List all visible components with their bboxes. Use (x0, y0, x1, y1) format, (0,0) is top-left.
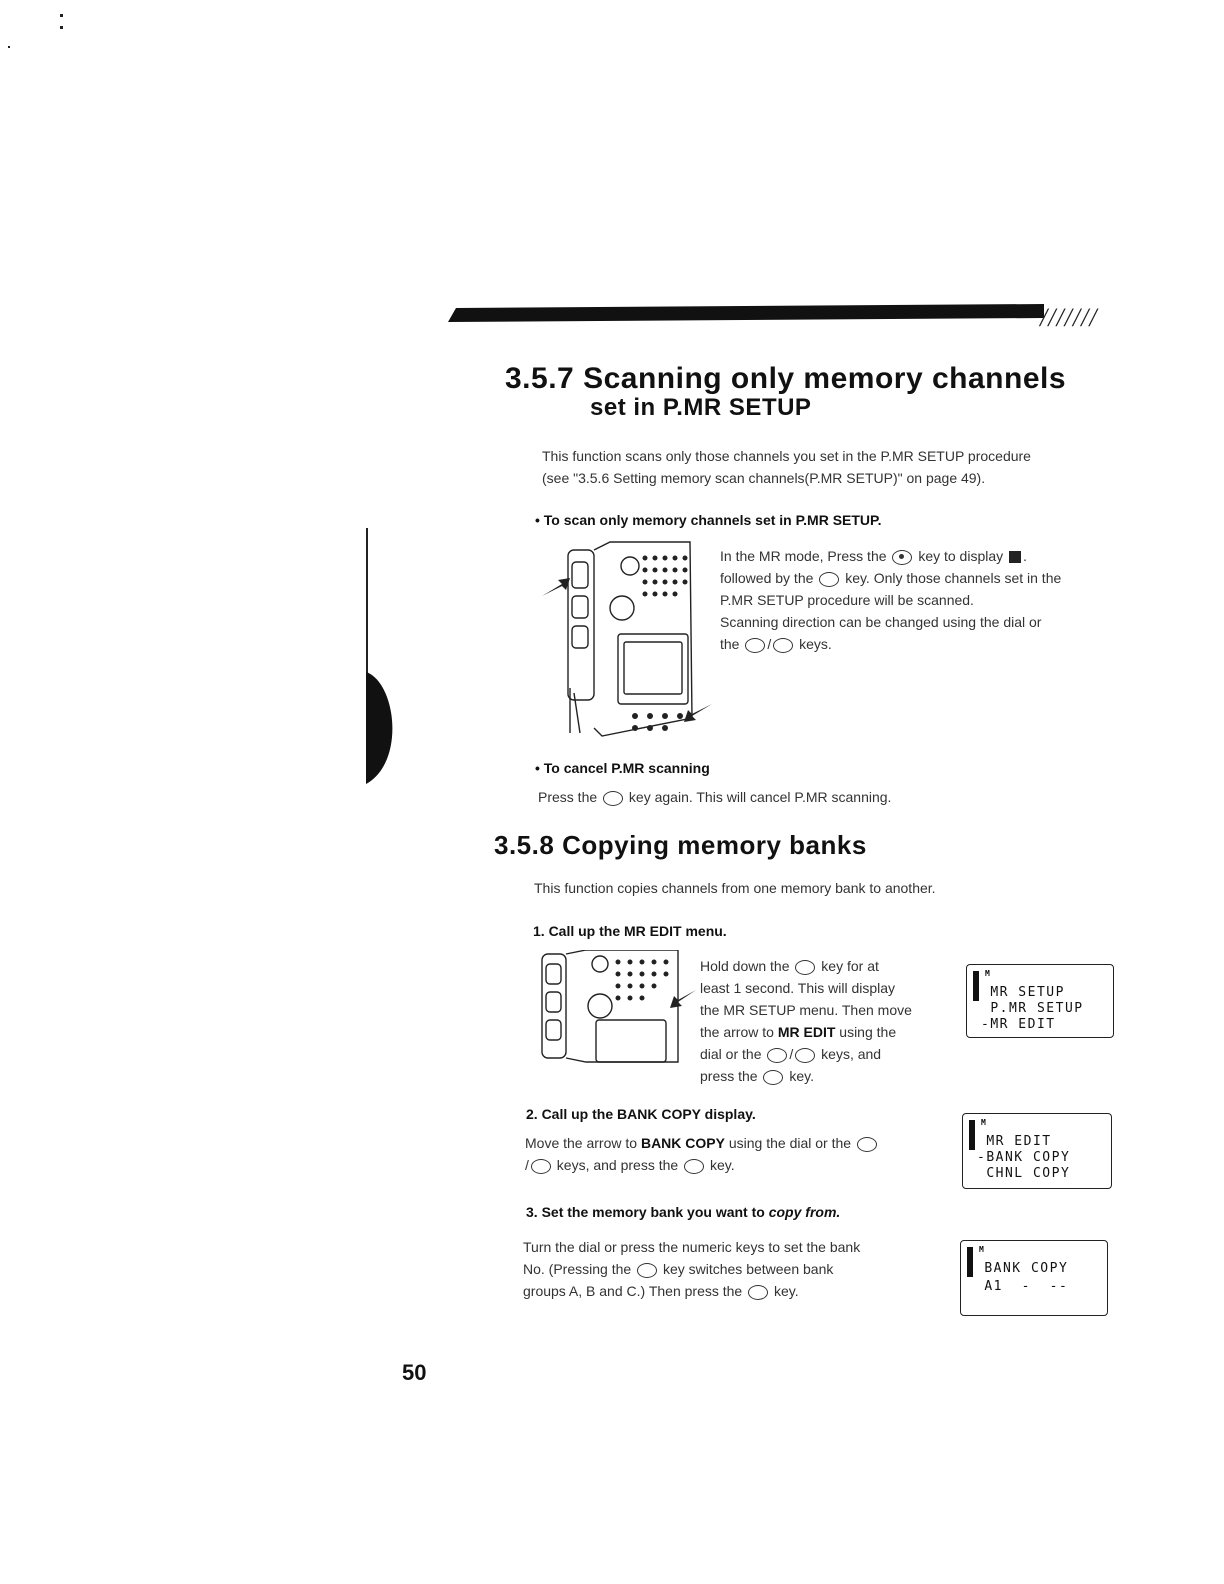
scan-instructions: In the MR mode, Press the key to display . followed by the key. Only those channels set in the P.MR SETUP procedure will be scanned. Scanning direction can be changed using the dial or the / keys. (720, 548, 1062, 652)
section-358-intro: This function copies channels from one memory bank to another. (534, 880, 936, 896)
p-indicator-icon (1009, 551, 1021, 563)
radio-illustration-side (540, 538, 720, 738)
mr-key-icon (892, 550, 912, 565)
step1-instructions: Hold down the key for at least 1 second. This will display the MR SETUP menu. Then move the arrow to MR EDIT using the dial or the / keys, and press the key. (700, 958, 912, 1084)
lcd-indicator (967, 1247, 973, 1277)
scan-key-icon (819, 572, 839, 587)
set-ent-key-icon (763, 1070, 783, 1085)
step2-title: 2. Call up the BANK COPY display. (526, 1106, 756, 1122)
section-357-title-line2: set in P.MR SETUP (590, 394, 812, 421)
cancel-instructions: Press the key again. This will cancel P.MR scanning. (538, 789, 892, 805)
subheading-cancel: • To cancel P.MR scanning (535, 760, 710, 776)
mr-key-icon (795, 960, 815, 975)
scan-mark (60, 26, 63, 29)
lcd-indicator (973, 971, 979, 1001)
header-rule (448, 298, 1044, 323)
subheading-scan: • To scan only memory channels set in P.MR SETUP. (535, 512, 882, 528)
scan-mark (60, 14, 63, 17)
set-ent-key-icon (748, 1285, 768, 1300)
lcd-display-mr-setup: M MR SETUP P.MR SETUP -MR EDIT (966, 964, 1114, 1038)
bank-key-icon (637, 1263, 657, 1278)
header-hatch: /////// (1040, 303, 1098, 332)
section-357-title: 3.5.7 Scanning only memory channels (505, 362, 1067, 395)
section-357-intro: This function scans only those channels you set in the P.MR SETUP procedure (see "3.5.6 Setting memory scan channels(P.MR SETUP)" on page 49). (542, 448, 1031, 486)
up-key-icon (531, 1159, 551, 1174)
lcd-display-mr-edit: M MR EDIT -BANK COPY CHNL COPY (962, 1113, 1112, 1189)
step1-title: 1. Call up the MR EDIT menu. (533, 923, 727, 939)
step3-instructions: Turn the dial or press the numeric keys to set the bank No. (Pressing the key switches between bank groups A, B and C.) Then press the key. (523, 1239, 861, 1299)
lcd-indicator (969, 1120, 975, 1150)
down-key-icon (857, 1137, 877, 1152)
chapter-tab (366, 672, 402, 784)
lcd-display-bank-copy: M BANK COPY A1 - -- (960, 1240, 1108, 1316)
radio-illustration-keypad (538, 950, 698, 1065)
section-358-title: 3.5.8 Copying memory banks (494, 830, 867, 860)
up-key-icon (795, 1048, 815, 1063)
down-key-icon (745, 638, 765, 653)
step3-title: 3. Set the memory bank you want to copy from. (526, 1204, 841, 1220)
side-line (366, 528, 368, 688)
up-key-icon (773, 638, 793, 653)
scan-mark (8, 46, 10, 48)
set-ent-key-icon (684, 1159, 704, 1174)
scan-key-icon (603, 791, 623, 806)
down-key-icon (767, 1048, 787, 1063)
step2-instructions: Move the arrow to BANK COPY using the dial or the / keys, and press the key. (525, 1132, 945, 1176)
page-number: 50 (402, 1360, 427, 1385)
